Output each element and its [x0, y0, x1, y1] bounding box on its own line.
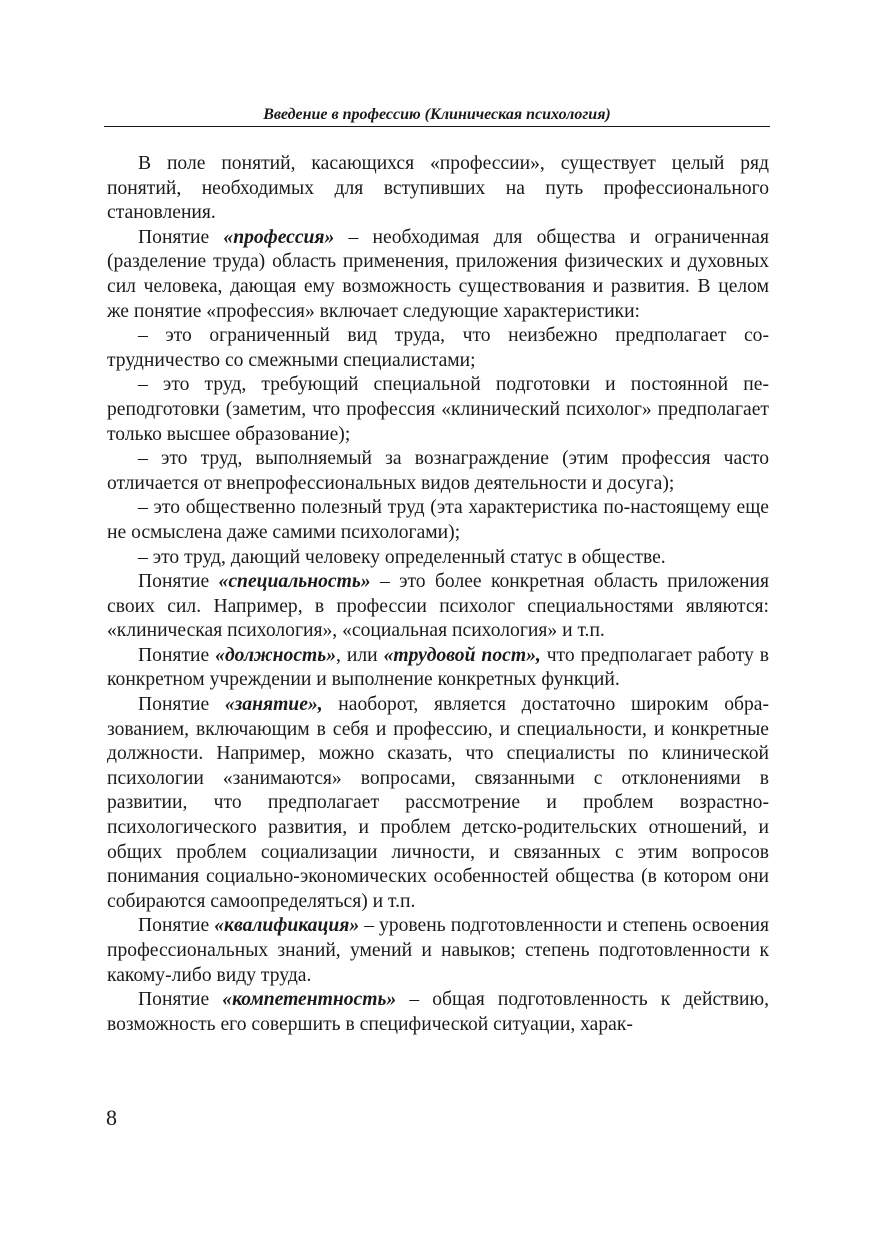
paragraph-rest: – необходимая для общества и ограниченная (разделение труда) область применения, приложения физических и духовных сил человека, дающая ему возможность существования и развития. В целом же понятие «профессия» включает следующие характеристики:	[107, 226, 769, 322]
paragraph-rest: что предполагает работу в конкретном учреждении и выполнение конкретных функций.	[107, 644, 769, 691]
paragraph-middle: , или	[336, 644, 384, 666]
term-competence: «компетентность»	[222, 989, 397, 1011]
paragraph-competence	[107, 988, 769, 1037]
term-qualification: «квалификация»	[214, 915, 360, 937]
paragraph-lead: Понятие	[138, 915, 215, 937]
list-item: – это труд, выполняемый за вознаграждение (этим профессия часто отличается от внепрофессиональных видов деятельности и досуга);	[107, 448, 769, 494]
paragraph-specialty	[107, 570, 769, 644]
paragraph-qualification	[107, 914, 769, 988]
paragraph-rest: – общая подготовленность к действию, возможность его совершить в специфической ситуации, харак-	[107, 989, 769, 1035]
paragraph-rest: – уровень подготовленности и степень освоения профессиональных знаний, умений и навыков; степень подготовленности к какому-либо виду труда.	[107, 915, 769, 986]
paragraph-lead: Понятие	[138, 989, 223, 1011]
list-item: – это труд, требующий специальной подготовки и постоянной переподготовки (заметим, что профессия «клинический психолог» предполагает только высшее образование);	[107, 374, 769, 445]
term-work-post: «трудовой пост»,	[383, 644, 541, 666]
term-position: «должность»	[215, 644, 337, 666]
header-rule	[104, 126, 770, 127]
paragraph-intro: В поле понятий, касающихся «профессии», существует целый ряд понятий, необходимых для вступивших на путь профессионального становления.	[107, 153, 769, 224]
term-occupation: «занятие»,	[224, 694, 323, 716]
term-profession: «профессия»	[223, 226, 335, 248]
paragraph-occupation	[107, 693, 769, 914]
page-body	[107, 152, 769, 1037]
term-specialty: «специальность»	[218, 571, 371, 593]
running-header-title: Введение в профессию (Клиническая психология)	[263, 106, 611, 123]
paragraph-rest: наоборот, является достаточно широким образованием, включающим в себя и профессию, и специальности, и конкретные должности. Например, можно сказать, что специалисты по клинической психологии «занимаются» вопросами, связанными с отклонениями в развитии, что предполагает рассмотрение и проблем возрастно-психологического развития, и проблем детско-родительских отношений, и общих проблем социализации личности, и связанных с этим вопросов понимания социально-экономических особенностей общества (в котором они собираются самоопределяться) и т.п.	[107, 694, 769, 912]
list-item: – это ограниченный вид труда, что неизбежно предполагает сотрудничество со смежными специалистами;	[107, 325, 769, 371]
paragraph-lead: Понятие	[138, 571, 219, 593]
paragraph-lead: Понятие	[138, 694, 225, 716]
paragraph-lead: Понятие	[138, 644, 216, 666]
page-number: 8	[106, 1105, 117, 1130]
paragraph-rest: – это более конкретная область приложения своих сил. Например, в профессии психолог специальностями являются: «клиническая психология», «социальная психология» и т.п.	[107, 571, 770, 642]
list-item: – это общественно полезный труд (эта характеристика по-настоящему еще не осмыслена даже самими психологами);	[107, 497, 769, 543]
paragraph-position	[107, 644, 769, 693]
paragraph-profession	[107, 226, 769, 324]
paragraph-lead: Понятие	[138, 226, 224, 248]
list-item: – это труд, дающий человеку определенный статус в обществе.	[138, 546, 666, 568]
